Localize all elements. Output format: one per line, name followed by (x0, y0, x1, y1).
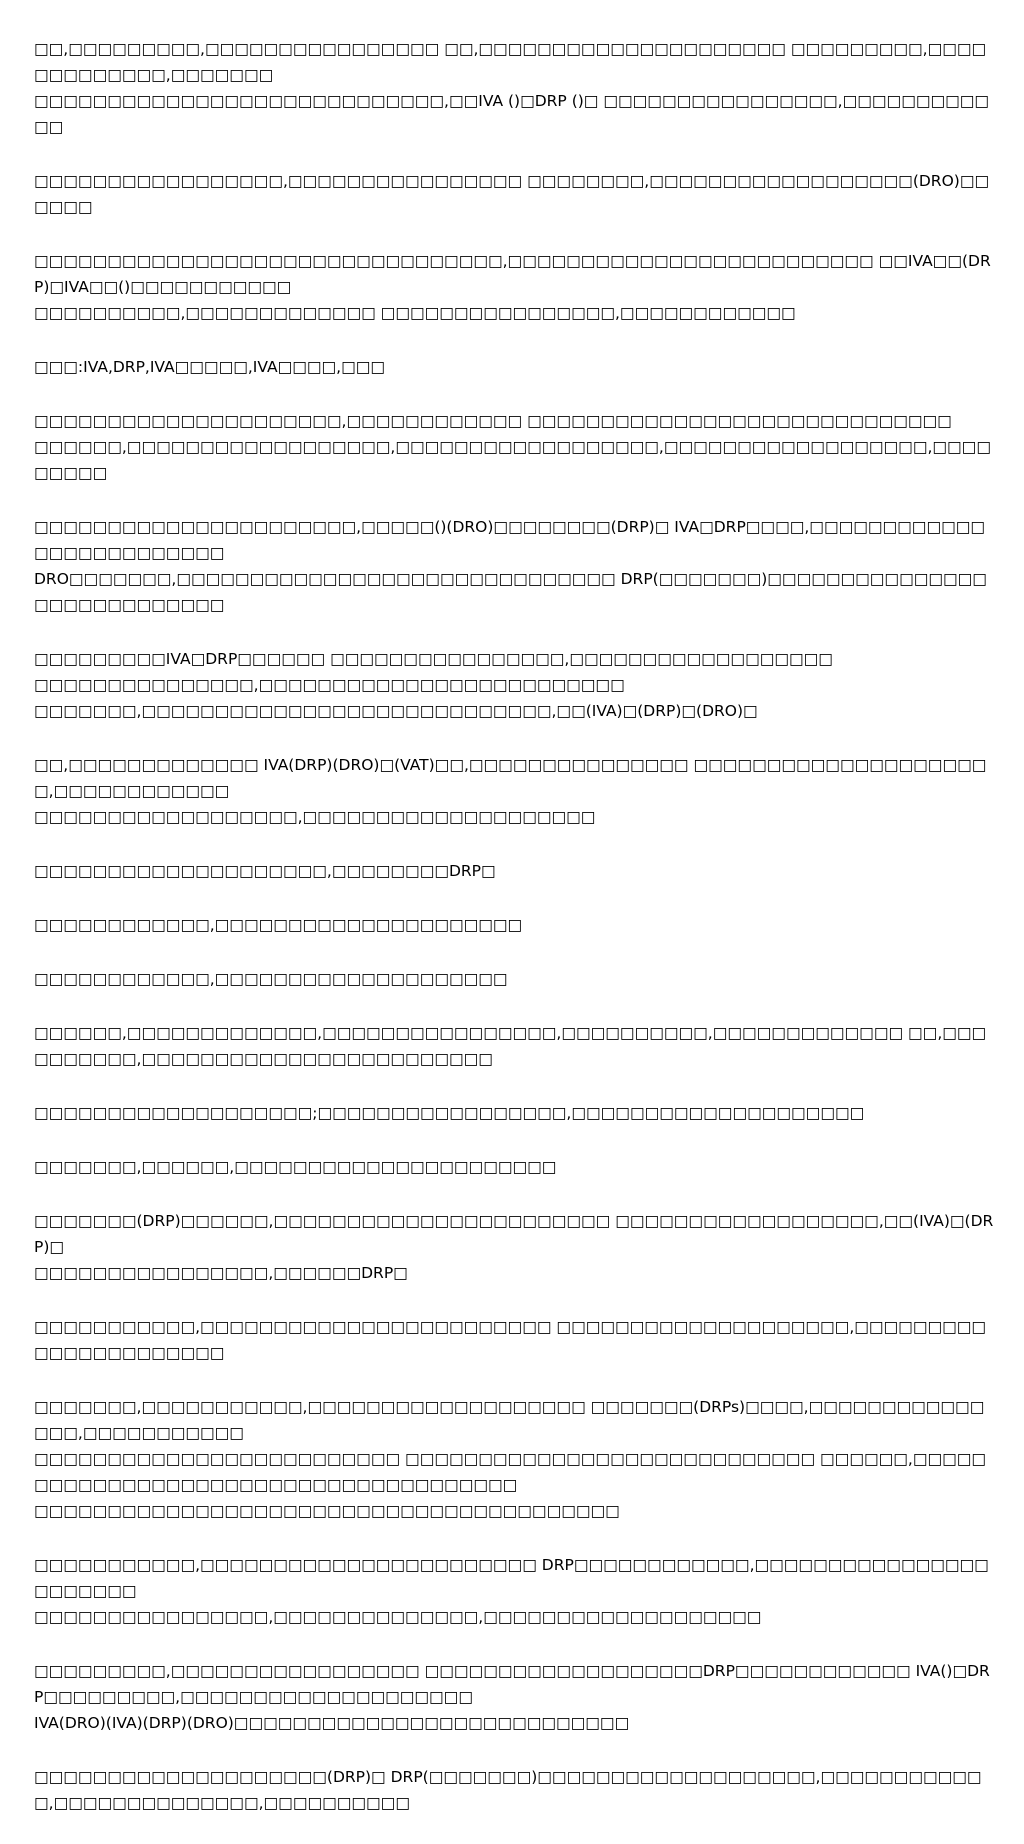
paragraph-2: □□□□□□□□□□□□□□□□□,□□□□□□□□□□□□□□□□ □□□□□□□□,□□□□□□□□□□□□□□□□□□(DRO)□□□□□□ (34, 172, 990, 216)
paragraph-5: □□□□□□□□□□□□□□□□□□□□□,□□□□□□□□□□□□ □□□□□□□□□□□□□□□□□□□□□□□□□□□□□ □□□□□□,□□□□□□□□□□□□□□□□□□,□□□□□□□□□□□□□□□□□□,□□□□□□□□□□□□□□□□□□,□□□□□□□□□ (34, 412, 991, 482)
paragraph-6: □□□□□□□□□□□□□□□□□□□□□□,□□□□□()(DRO)□□□□□□□□(DRP)□ IVA□DRP□□□□,□□□□□□□□□□□□□□□□□□□□□□□□□ DRO□□□□□□□,□□□□□□□□□□□□□□□□□□□□□□□□□□□□□□ DRP(□□□□□□□)□□□□□□□□□□□□□□□□□□□□□□□□□□□□ (34, 518, 987, 614)
paragraph-11: □□□□□□□□□□□□,□□□□□□□□□□□□□□□□□□□□ (34, 970, 508, 988)
keywords-line: □□□:IVA,DRP,IVA□□□□□,IVA□□□□,□□□ (34, 358, 386, 376)
paragraph-18: □□□□□□□□□□□,□□□□□□□□□□□□□□□□□□□□□□□ DRP□□□□□□□□□□□□,□□□□□□□□□□□□□□□□□□□□□□□ □□□□□□□□□□□□□□□□,□□□□□□□□□□□□□□,□□□□□□□□□□□□□□□□□□□ (34, 1556, 989, 1626)
paragraph-1: □□,□□□□□□□□□,□□□□□□□□□□□□□□□□ □□,□□□□□□□□□□□□□□□□□□□□□ □□□□□□□□□,□□□□□□□□□□□□□,□□□□□□□ □□□□□□□□□□□□□□□□□□□□□□□□□□□□,□□IVA ()□DRP ()□ □□□□□□□□□□□□□□□□,□□□□□□□□□□□□ (34, 40, 990, 136)
document-page (34, 36, 994, 1844)
paragraph-10: □□□□□□□□□□□□,□□□□□□□□□□□□□□□□□□□□□ (34, 916, 523, 934)
paragraph-12: □□□□□□,□□□□□□□□□□□□□,□□□□□□□□□□□□□□□□,□□□□□□□□□□,□□□□□□□□□□□□□ □□,□□□□□□□□□□,□□□□□□□□□□□□□□□□□□□□□□□□ (34, 1024, 987, 1068)
paragraph-3: □□□□□□□□□□□□□□□□□□□□□□□□□□□□□□□□,□□□□□□□□□□□□□□□□□□□□□□□□□ □□IVA□□(DRP)□IVA□□()□□□□□□□□□□□ □□□□□□□□□□,□□□□□□□□□□□□□ □□□□□□□□□□□□□□□□,□□□□□□□□□□□□ (34, 252, 991, 322)
paragraph-14: □□□□□□□,□□□□□□,□□□□□□□□□□□□□□□□□□□□□□ (34, 1158, 557, 1176)
paragraph-20: □□□□□□□□□□□□□□□□□□□□(DRP)□ DRP(□□□□□□□)□□□□□□□□□□□□□□□□□□□,□□□□□□□□□□□□,□□□□□□□□□□□□□□,□□□□□□□□□□ (34, 1768, 982, 1812)
paragraph-15: □□□□□□□(DRP)□□□□□□,□□□□□□□□□□□□□□□□□□□□□□□ □□□□□□□□□□□□□□□□□□,□□(IVA)□(DRP)□ □□□□□□□□□□□□□□□□,□□□□□□DRP□ (34, 1212, 994, 1282)
paragraph-16: □□□□□□□□□□□,□□□□□□□□□□□□□□□□□□□□□□□□ □□□□□□□□□□□□□□□□□□□□,□□□□□□□□□□□□□□□□□□□□□□ (34, 1318, 987, 1362)
paragraph-8: □□,□□□□□□□□□□□□□ IVA(DRP)(DRO)□(VAT)□□,□□□□□□□□□□□□□□□ □□□□□□□□□□□□□□□□□□□□□,□□□□□□□□□□□□ □□□□□□□□□□□□□□□□□□,□□□□□□□□□□□□□□□□□□□□ (34, 756, 987, 826)
paragraph-7: □□□□□□□□□IVA□DRP□□□□□□ □□□□□□□□□□□□□□□□,□□□□□□□□□□□□□□□□□□ □□□□□□□□□□□□□□□,□□□□□□□□□□□□□□□□□□□□□□□□□ □□□□□□□,□□□□□□□□□□□□□□□□□□□□□□□□□□□□,□□(IVA)□(DRP)□(DRO)□ (34, 650, 833, 720)
paragraph-13: □□□□□□□□□□□□□□□□□□□;□□□□□□□□□□□□□□□□□,□□□□□□□□□□□□□□□□□□□□ (34, 1104, 865, 1122)
paragraph-19: □□□□□□□□□,□□□□□□□□□□□□□□□□□ □□□□□□□□□□□□□□□□□□□DRP□□□□□□□□□□□□ IVA()□DRP□□□□□□□□□,□□□□□□□□□□□□□□□□□□□□ IVA(DRO)(IVA)(DRP)(DRO)□□□□□□□□□□□□□□□□□□□□□□□□□□□ (34, 1662, 990, 1732)
paragraph-17: □□□□□□□,□□□□□□□□□□□,□□□□□□□□□□□□□□□□□□□ □□□□□□□(DRPs)□□□□,□□□□□□□□□□□□□□□,□□□□□□□□□□□ □□□□□□□□□□□□□□□□□□□□□□□□□ □□□□□□□□□□□□□□□□□□□□□□□□□□□□ □□□□□□,□□□□□□□□□□□□□□□□□□□□□□□□□□□□□□□□□□□□□□ □□□□□□□□□□□□□□□□□□□□□□□□□□□□□□□□□□□□□□□□ (34, 1398, 987, 1520)
paragraph-9: □□□□□□□□□□□□□□□□□□□□,□□□□□□□□DRP□ (34, 862, 496, 880)
